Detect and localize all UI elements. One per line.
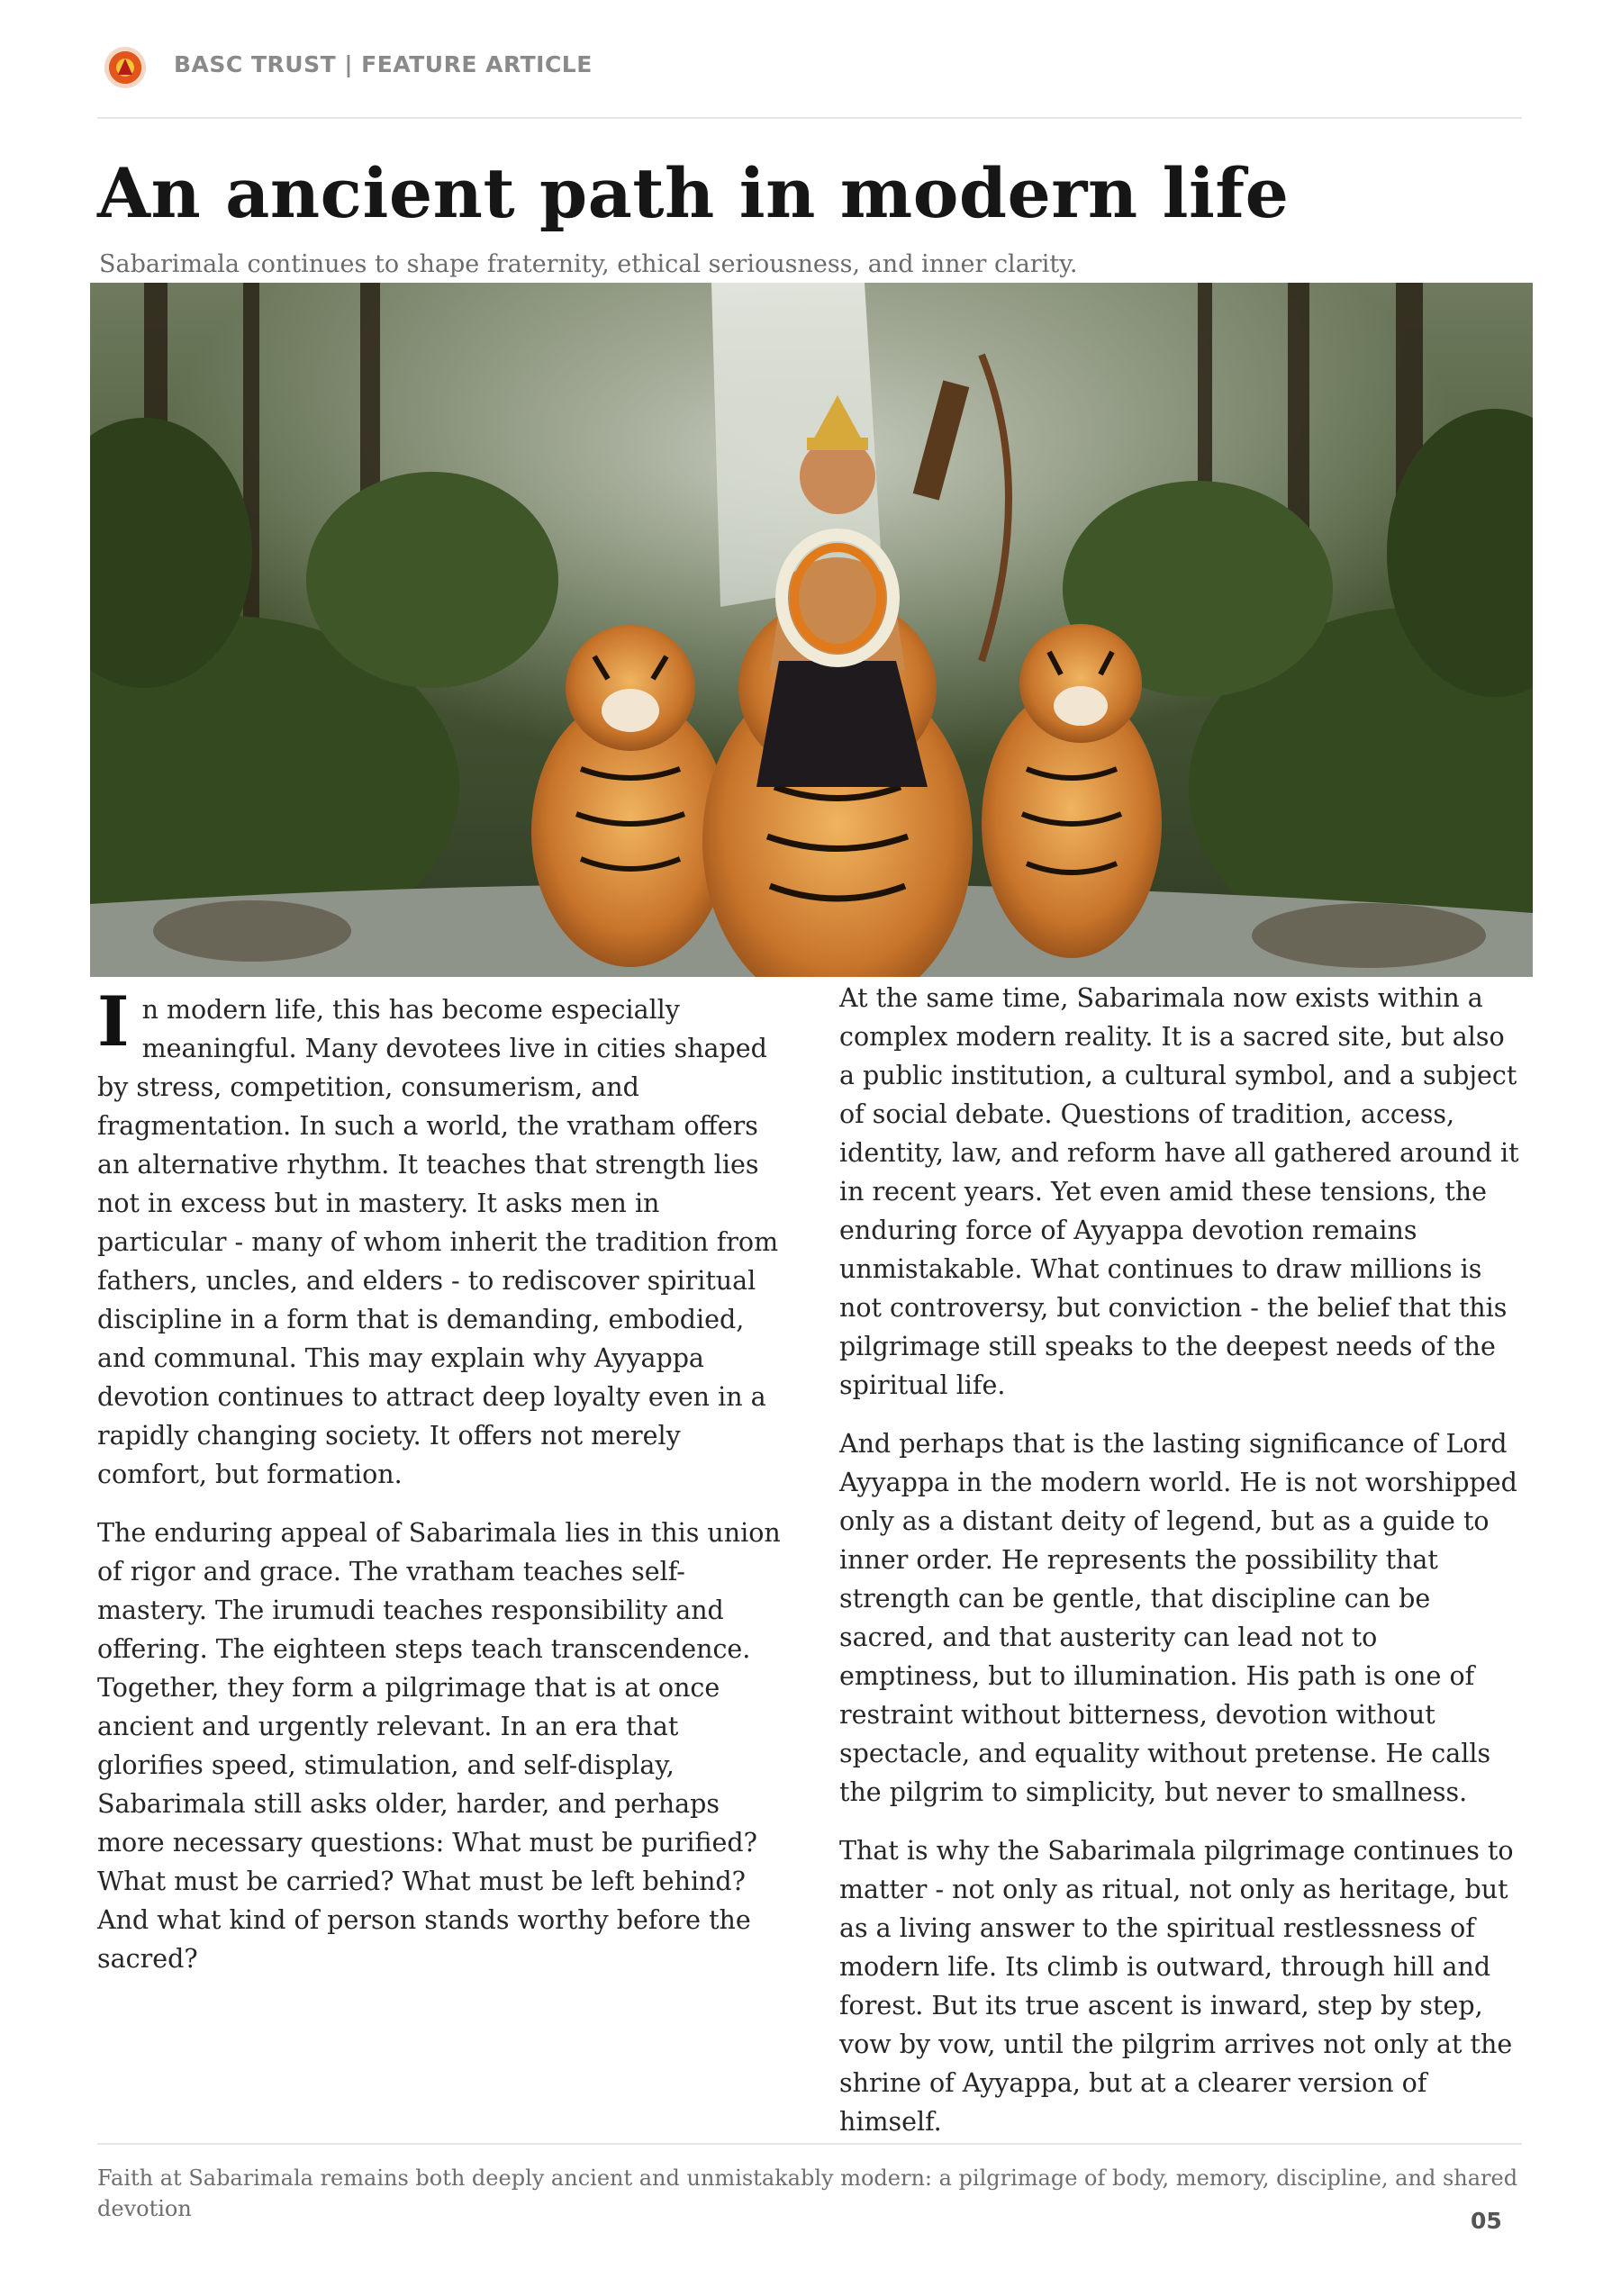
- hero-image: [90, 283, 1533, 977]
- page-footer: [97, 2143, 1522, 2234]
- paragraph: And perhaps that is the lasting significance of Lord Ayyappa in the modern world. He is not worshipped only as a distant deity of legend, but as a guide to inner order. He represents the possibility that strength can be gentle, that discipline can be sacred, and that austerity can lead not to emptiness, but to illumination. His path is one of restraint without bitterness, devotion without spectacle, and equality without pretense. He calls the pilgrim to simplicity, but never to smallness.: [839, 1429, 1517, 1807]
- trust-emblem-icon: [104, 47, 146, 88]
- paragraph: At the same time, Sabarimala now exists within a complex modern reality. It is a sacred site, but also a public institution, a cultural symbol, and a subject of social debate. Questions of tradition, access, identity, law, and reform have all gathered around it in recent years. Yet even amid these tensions, the enduring force of Ayyappa devotion remains unmistakable. What continues to draw millions is not controversy, but conviction - the belief that this pilgrimage still speaks to the deepest needs of the spiritual life.: [839, 983, 1519, 1400]
- paragraph: The enduring appeal of Sabarimala lies in this union of rigor and grace. The vratham teaches self-mastery. The irumudi teaches responsibility and offering. The eighteen steps teach transcendence. Together, they form a pilgrimage that is at once ancient and urgently relevant. In an era that glorifies speed, stimulation, and self-display, Sabarimala still asks older, harder, and perhaps more necessary questions: What must be purified? What must be carried? What must be left behind? And what kind of person stands worthy before the sacred?: [97, 1518, 781, 1974]
- drop-cap: I: [97, 981, 130, 1062]
- page-header: [97, 41, 1522, 119]
- article-title: An ancient path in modern life: [97, 153, 1290, 233]
- paragraph: In modern life, this has become especially meaningful. Many devotees live in cities shaped by stress, competition, consumerism, and fragmentation. In such a world, the vratham offers an alternative rhythm. It teaches that strength lies not in excess but in mastery. It asks men in particular - many of whom inherit the tradition from fathers, uncles, and elders - to rediscover spiritual discipline in a form that is demanding, embodied, and communal. This may explain why Ayyappa devotion continues to attract deep loyalty even in a rapidly changing society. It offers not merely comfort, but formation.: [97, 981, 779, 1489]
- footer-caption: Faith at Sabarimala remains both deeply ancient and unmistakably modern: a pilgrimage of body, memory, discipline, and shared devotion: [97, 2165, 1518, 2221]
- left-column: [97, 981, 791, 1998]
- header-label: BASC TRUST | FEATURE ARTICLE: [174, 51, 593, 77]
- right-column: [839, 979, 1524, 2161]
- paragraph: That is why the Sabarimala pilgrimage continues to matter - not only as ritual, not only as heritage, but as a living answer to the spiritual restlessness of modern life. Its climb is outward, through hill and forest. But its true ascent is inward, step by step, vow by vow, until the pilgrim arrives not only at the shrine of Ayyappa, but at a clearer version of himself.: [839, 1836, 1514, 2137]
- page-number: 05: [1471, 2208, 1502, 2234]
- article-subtitle: Sabarimala continues to shape fraternity, ethical seriousness, and inner clarity.: [99, 250, 1078, 278]
